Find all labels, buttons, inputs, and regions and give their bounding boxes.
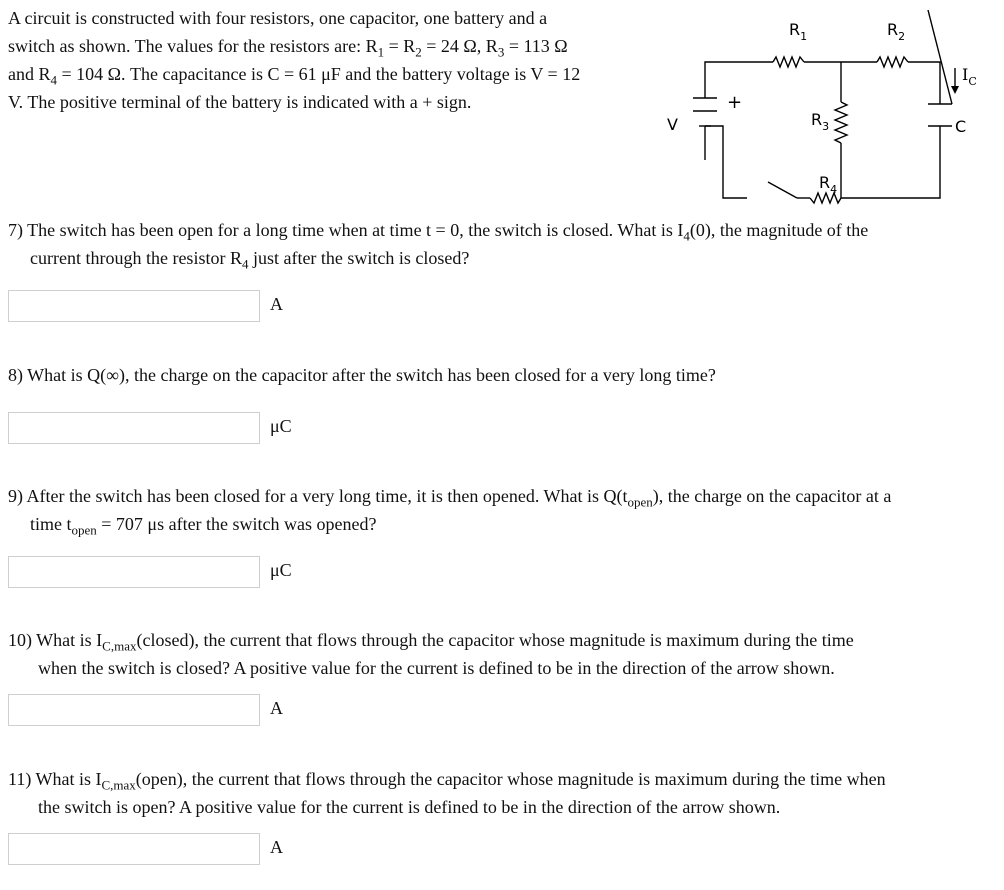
answer-9 <box>8 556 408 590</box>
r3-label: $R_3$ <box>811 110 830 133</box>
r1-label: $R_1$ <box>789 20 808 43</box>
question-8: 8) What is Q(∞), the charge on the capacitor after the switch has been closed for a very long time? <box>8 365 716 385</box>
answer-9-unit: μC <box>270 560 292 580</box>
capacitor-label: C <box>955 117 967 136</box>
resistor-r2 <box>877 57 908 67</box>
answer-10 <box>8 694 408 728</box>
answer-8-input[interactable] <box>8 412 260 444</box>
answer-7 <box>8 290 408 324</box>
r2-label: $R_2$ <box>887 20 906 43</box>
question-11: 11) What is $I_{C,max}(open)$, the current that flows through the capacitor whose magnitude is maximum during the time when the switch is open? A positive value for the current is defined to be in the direction of the arrow shown. <box>8 769 886 817</box>
answer-10-input[interactable] <box>8 694 260 726</box>
switch <box>768 182 797 198</box>
plus-sign: + <box>727 92 743 113</box>
resistor-r1 <box>773 57 804 67</box>
answer-10-unit: A <box>270 698 283 718</box>
question-9: 9) After the switch has been closed for a very long time, it is then opened. What is $Q(t_{open})$, the charge on the capacitor at a time $t_{open} = 707$ μs after the switch was opened? <box>8 486 892 538</box>
resistor-r3 <box>835 102 847 143</box>
question-10: 10) What is $I_{C,max}(closed)$, the current that flows through the capacitor whose magnitude is maximum during the time when the switch is closed? A positive value for the current is defined to be in the direction of the arrow shown. <box>8 630 854 678</box>
intro-line-3: and $R_4 = 104$ Ω. The capacitance is C = 61 μF and the battery voltage is V = 12 <box>8 64 581 88</box>
intro-line-2: switch as shown. The values for the resistors are: $R_1 = R_2 = 24$ Ω, $R_3 = 113$ Ω <box>8 36 568 60</box>
problem-statement <box>8 4 648 116</box>
battery-label: V <box>667 115 678 134</box>
answer-8-unit: μC <box>270 416 292 436</box>
intro-line-1: A circuit is constructed with four resistors, one capacitor, one battery and a <box>8 8 548 28</box>
answer-11 <box>8 833 408 867</box>
r4-label: $R_4$ <box>819 173 838 196</box>
ic-label: $I_C$ <box>962 65 977 88</box>
answer-7-unit: A <box>270 294 283 314</box>
answer-11-unit: A <box>270 837 283 857</box>
answer-9-input[interactable] <box>8 556 260 588</box>
circuit-diagram <box>655 10 995 222</box>
answer-11-input[interactable] <box>8 833 260 865</box>
answer-7-input[interactable] <box>8 290 260 322</box>
question-7: 7) The switch has been open for a long time when at time t = 0, the switch is closed. What is $I_4(0)$, the magnitude of the current through the resistor $R_4$ just after the switch is closed? <box>8 220 869 272</box>
answer-8 <box>8 412 408 446</box>
intro-line-4: V. The positive terminal of the battery is indicated with a + sign. <box>8 92 472 112</box>
